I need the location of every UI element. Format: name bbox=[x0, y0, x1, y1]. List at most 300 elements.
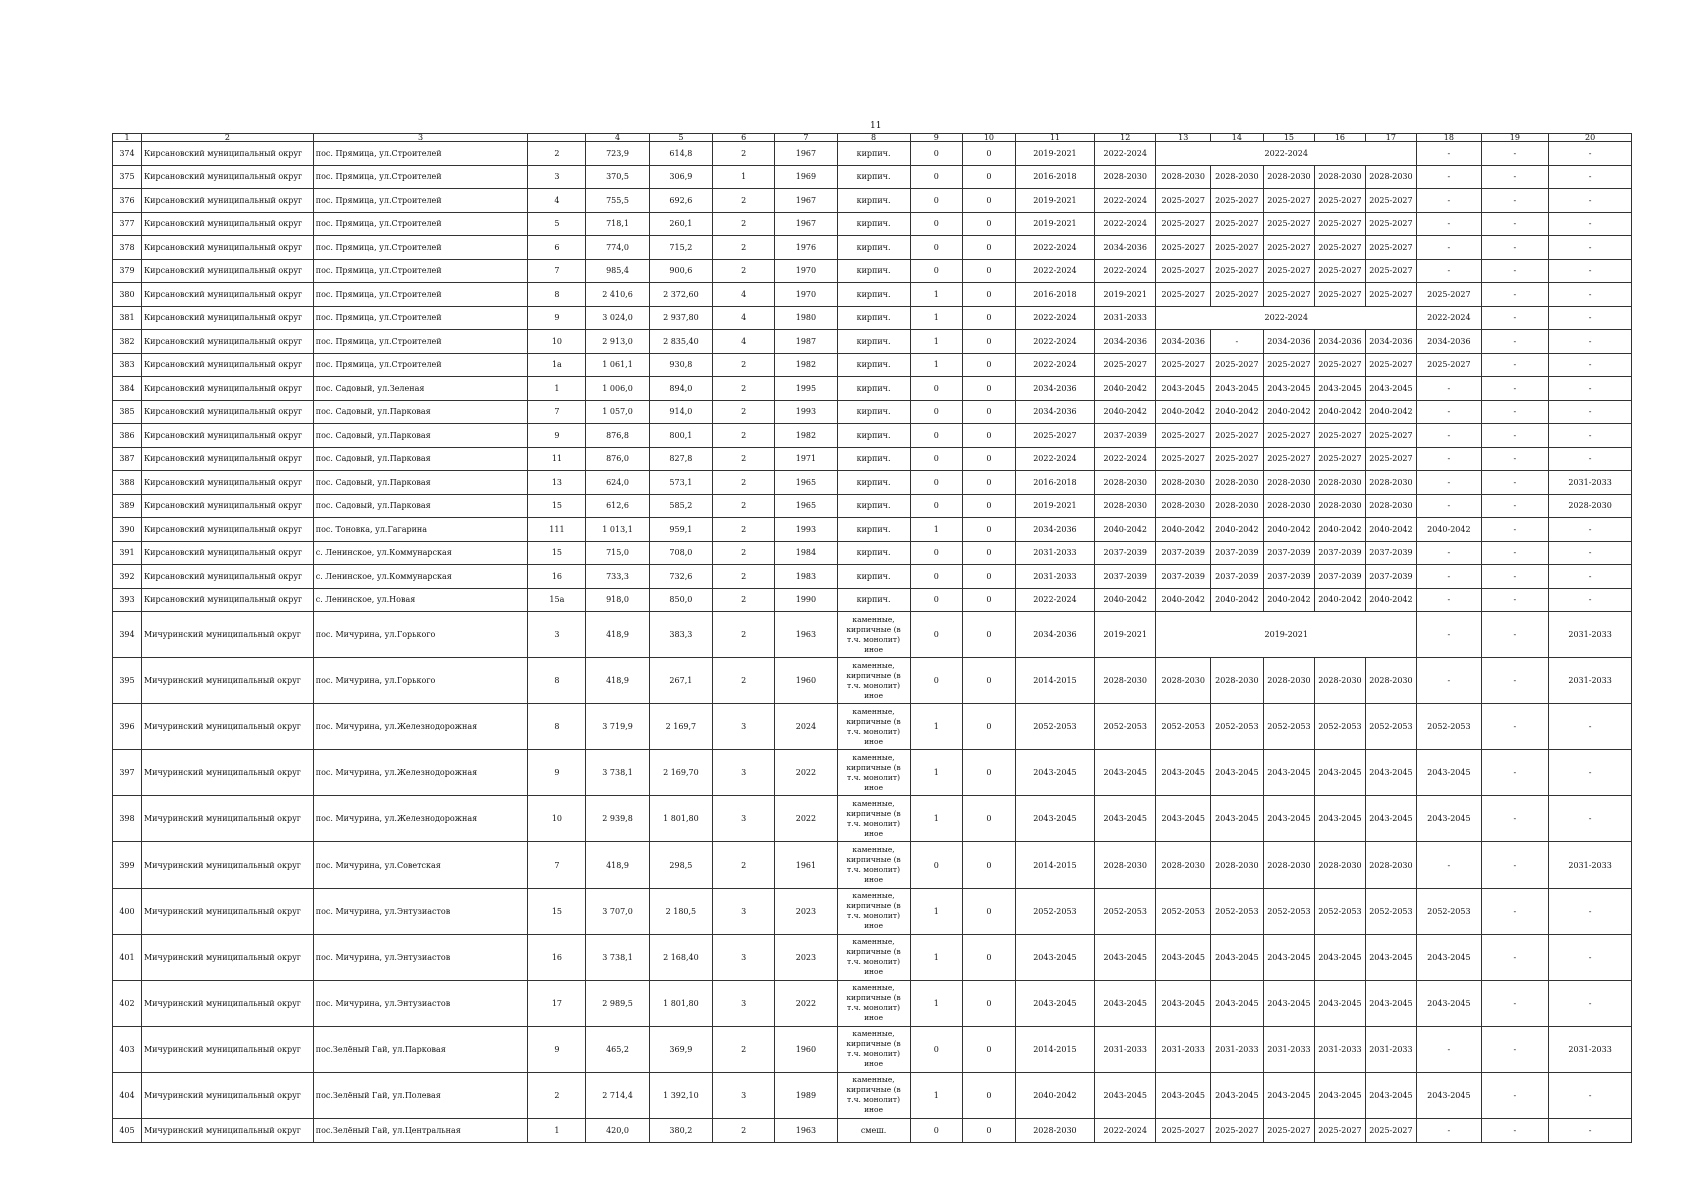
table-cell: - bbox=[1549, 400, 1632, 424]
table-cell: 2025-2027 bbox=[1365, 189, 1417, 213]
table-cell: 2 bbox=[713, 447, 775, 471]
table-cell: 2025-2027 bbox=[1315, 236, 1365, 260]
table-cell: пос. Прямица, ул.Строителей bbox=[313, 259, 528, 283]
table-cell: 267,1 bbox=[649, 658, 712, 704]
table-cell: 2043-2045 bbox=[1156, 750, 1211, 796]
table-cell: - bbox=[1549, 588, 1632, 612]
table-cell: 2052-2053 bbox=[1417, 704, 1481, 750]
table-cell: 2052-2053 bbox=[1315, 704, 1365, 750]
table-cell: 2022-2024 bbox=[1095, 259, 1156, 283]
table-cell: 0 bbox=[963, 306, 1016, 330]
table-cell: 732,6 bbox=[649, 565, 712, 589]
table-cell: 2043-2045 bbox=[1365, 980, 1417, 1026]
header-row bbox=[113, 134, 1632, 142]
table-cell: 2025-2027 bbox=[1417, 283, 1481, 307]
table-cell: - bbox=[1481, 934, 1549, 980]
table-cell: 1 bbox=[910, 934, 963, 980]
table-cell: 403 bbox=[113, 1026, 142, 1072]
table-cell: 392 bbox=[113, 565, 142, 589]
table-cell: 2043-2045 bbox=[1315, 796, 1365, 842]
table-cell: 2025-2027 bbox=[1315, 424, 1365, 448]
table-cell: 2 bbox=[713, 236, 775, 260]
table-cell: пос. Садовый, ул.Парковая bbox=[313, 471, 528, 495]
table-cell: 2022-2024 bbox=[1417, 306, 1481, 330]
table-cell: кирпич. bbox=[837, 330, 910, 354]
table-cell: 2034-2036 bbox=[1015, 518, 1094, 542]
table-cell: 2037-2039 bbox=[1263, 541, 1315, 565]
table-cell: 2052-2053 bbox=[1365, 888, 1417, 934]
table-cell: 6 bbox=[528, 236, 586, 260]
table-cell: - bbox=[1417, 494, 1481, 518]
table-cell: 0 bbox=[963, 704, 1016, 750]
table-cell: 2025-2027 bbox=[1315, 1119, 1365, 1143]
table-cell: 1 bbox=[910, 750, 963, 796]
column-header: 11 bbox=[1015, 134, 1094, 142]
table-cell: 306,9 bbox=[649, 165, 712, 189]
column-header: 6 bbox=[713, 134, 775, 142]
table-cell: 2043-2045 bbox=[1095, 750, 1156, 796]
table-cell: 1995 bbox=[775, 377, 837, 401]
table-cell: каменные, кирпичные (в т.ч. монолит) иное bbox=[837, 980, 910, 1026]
table-cell: каменные, кирпичные (в т.ч. монолит) иное bbox=[837, 934, 910, 980]
table-cell: 827,8 bbox=[649, 447, 712, 471]
table-row bbox=[113, 306, 1632, 330]
table-cell: 397 bbox=[113, 750, 142, 796]
table-cell: 4 bbox=[528, 189, 586, 213]
table-cell: 2 169,70 bbox=[649, 750, 712, 796]
table-cell: 2040-2042 bbox=[1095, 377, 1156, 401]
table-cell: с. Ленинское, ул.Коммунарская bbox=[313, 565, 528, 589]
table-cell: - bbox=[1549, 1119, 1632, 1143]
table-row bbox=[113, 612, 1632, 658]
column-header: 18 bbox=[1417, 134, 1481, 142]
table-cell: 2028-2030 bbox=[1211, 658, 1264, 704]
table-cell: - bbox=[1549, 306, 1632, 330]
table-cell: 755,5 bbox=[586, 189, 649, 213]
table-cell: 2 168,40 bbox=[649, 934, 712, 980]
table-cell: 2028-2030 bbox=[1156, 165, 1211, 189]
table-row bbox=[113, 888, 1632, 934]
table-cell: 2022-2024 bbox=[1095, 1119, 1156, 1143]
table-cell: 2025-2027 bbox=[1263, 259, 1315, 283]
table-cell: - bbox=[1481, 283, 1549, 307]
table-cell: Кирсановский муниципальный округ bbox=[141, 212, 313, 236]
table-cell: 2043-2045 bbox=[1315, 1072, 1365, 1118]
table-cell: кирпич. bbox=[837, 142, 910, 166]
table-cell: кирпич. bbox=[837, 306, 910, 330]
table-cell: 2028-2030 bbox=[1156, 658, 1211, 704]
table-cell: - bbox=[1549, 353, 1632, 377]
table-cell: 2025-2027 bbox=[1211, 259, 1264, 283]
table-cell: 985,4 bbox=[586, 259, 649, 283]
table-cell: 2025-2027 bbox=[1156, 353, 1211, 377]
table-cell: кирпич. bbox=[837, 447, 910, 471]
table-cell: Кирсановский муниципальный округ bbox=[141, 283, 313, 307]
table-cell: Кирсановский муниципальный округ bbox=[141, 565, 313, 589]
table-cell: 2 bbox=[713, 518, 775, 542]
table-cell: 465,2 bbox=[586, 1026, 649, 1072]
table-cell: 612,6 bbox=[586, 494, 649, 518]
table-cell: 0 bbox=[910, 212, 963, 236]
table-cell: 8 bbox=[528, 283, 586, 307]
table-cell: 2025-2027 bbox=[1211, 353, 1264, 377]
table-cell: 2019-2021 bbox=[1156, 612, 1417, 658]
table-cell: 0 bbox=[910, 447, 963, 471]
table-cell: - bbox=[1549, 704, 1632, 750]
table-cell: каменные, кирпичные (в т.ч. монолит) иное bbox=[837, 888, 910, 934]
table-cell: 382 bbox=[113, 330, 142, 354]
table-cell: 1 bbox=[528, 1119, 586, 1143]
table-cell: 2028-2030 bbox=[1263, 165, 1315, 189]
table-cell: 2043-2045 bbox=[1263, 934, 1315, 980]
table-row bbox=[113, 980, 1632, 1026]
table-cell: кирпич. bbox=[837, 189, 910, 213]
table-cell: Кирсановский муниципальный округ bbox=[141, 353, 313, 377]
table-cell: 1963 bbox=[775, 1119, 837, 1143]
table-cell: - bbox=[1481, 888, 1549, 934]
table-cell: 2025-2027 bbox=[1211, 424, 1264, 448]
table-cell: 2022-2024 bbox=[1015, 330, 1094, 354]
table-cell: 3 719,9 bbox=[586, 704, 649, 750]
table-cell: 0 bbox=[910, 1026, 963, 1072]
table-cell: 2028-2030 bbox=[1263, 471, 1315, 495]
table-cell: Кирсановский муниципальный округ bbox=[141, 424, 313, 448]
table-cell: 2043-2045 bbox=[1156, 1072, 1211, 1118]
table-cell: 2019-2021 bbox=[1015, 494, 1094, 518]
table-cell: 381 bbox=[113, 306, 142, 330]
table-cell: 2022-2024 bbox=[1095, 142, 1156, 166]
table-cell: - bbox=[1481, 400, 1549, 424]
table-cell: 2 bbox=[528, 1072, 586, 1118]
table-cell: 2034-2036 bbox=[1315, 330, 1365, 354]
table-cell: 2052-2053 bbox=[1015, 888, 1094, 934]
table-cell: - bbox=[1417, 165, 1481, 189]
table-cell: 2025-2027 bbox=[1156, 424, 1211, 448]
table-cell: 376 bbox=[113, 189, 142, 213]
table-cell: пос. Мичурина, ул.Энтузиастов bbox=[313, 980, 528, 1026]
table-cell: - bbox=[1481, 658, 1549, 704]
table-cell: пос. Мичурина, ул.Энтузиастов bbox=[313, 888, 528, 934]
table-cell: 2025-2027 bbox=[1263, 189, 1315, 213]
table-row bbox=[113, 283, 1632, 307]
table-cell: 0 bbox=[910, 565, 963, 589]
table-cell: с. Ленинское, ул.Коммунарская bbox=[313, 541, 528, 565]
table-cell: 2040-2042 bbox=[1263, 400, 1315, 424]
table-row bbox=[113, 142, 1632, 166]
table-cell: 1а bbox=[528, 353, 586, 377]
table-cell: - bbox=[1481, 189, 1549, 213]
table-cell: 2037-2039 bbox=[1095, 565, 1156, 589]
column-header bbox=[528, 134, 586, 142]
table-row bbox=[113, 842, 1632, 888]
table-cell: 11 bbox=[528, 447, 586, 471]
table-cell: 1990 bbox=[775, 588, 837, 612]
table-cell: 2052-2053 bbox=[1365, 704, 1417, 750]
table-cell: 0 bbox=[963, 283, 1016, 307]
table-cell: 1971 bbox=[775, 447, 837, 471]
table-cell: 2025-2027 bbox=[1263, 424, 1315, 448]
table-cell: 2022-2024 bbox=[1095, 447, 1156, 471]
table-cell: пос. Прямица, ул.Строителей bbox=[313, 189, 528, 213]
table-cell: 1967 bbox=[775, 212, 837, 236]
table-cell: 2028-2030 bbox=[1365, 658, 1417, 704]
table-cell: кирпич. bbox=[837, 259, 910, 283]
table-cell: 3 707,0 bbox=[586, 888, 649, 934]
table-cell: - bbox=[1549, 750, 1632, 796]
column-header: 4 bbox=[586, 134, 649, 142]
table-cell: кирпич. bbox=[837, 565, 910, 589]
table-cell: пос.Зелёный Гай, ул.Полевая bbox=[313, 1072, 528, 1118]
table-cell: 0 bbox=[910, 494, 963, 518]
column-header: 12 bbox=[1095, 134, 1156, 142]
table-cell: 959,1 bbox=[649, 518, 712, 542]
table-cell: 420,0 bbox=[586, 1119, 649, 1143]
table-cell: 2052-2053 bbox=[1263, 704, 1315, 750]
table-cell: Кирсановский муниципальный округ bbox=[141, 189, 313, 213]
table-cell: 2022 bbox=[775, 796, 837, 842]
table-cell: 0 bbox=[910, 165, 963, 189]
table-cell: пос. Мичурина, ул.Железнодорожная bbox=[313, 704, 528, 750]
table-cell: 2034-2036 bbox=[1095, 330, 1156, 354]
table-cell: кирпич. bbox=[837, 400, 910, 424]
table-cell: 2025-2027 bbox=[1263, 212, 1315, 236]
table-cell: пос. Мичурина, ул.Энтузиастов bbox=[313, 934, 528, 980]
table-cell: 2025-2027 bbox=[1156, 447, 1211, 471]
table-cell: 2025-2027 bbox=[1365, 212, 1417, 236]
table-cell: 2031-2033 bbox=[1095, 1026, 1156, 1072]
table-cell: 2043-2045 bbox=[1263, 377, 1315, 401]
table-cell: кирпич. bbox=[837, 212, 910, 236]
page-number: 11 bbox=[870, 121, 882, 131]
table-cell: 2025-2027 bbox=[1156, 212, 1211, 236]
table-cell: 3 738,1 bbox=[586, 934, 649, 980]
table-cell: кирпич. bbox=[837, 424, 910, 448]
table-cell: - bbox=[1417, 588, 1481, 612]
table-row bbox=[113, 471, 1632, 495]
table-cell: кирпич. bbox=[837, 236, 910, 260]
table-cell: 718,1 bbox=[586, 212, 649, 236]
table-cell: пос. Мичурина, ул.Железнодорожная bbox=[313, 796, 528, 842]
table-cell: 1 392,10 bbox=[649, 1072, 712, 1118]
table-cell: пос. Тоновка, ул.Гагарина bbox=[313, 518, 528, 542]
table-cell: 2037-2039 bbox=[1365, 541, 1417, 565]
table-cell: 3 738,1 bbox=[586, 750, 649, 796]
table-cell: 2 bbox=[713, 259, 775, 283]
table-cell: - bbox=[1549, 424, 1632, 448]
table-cell: 2023 bbox=[775, 888, 837, 934]
table-cell: 0 bbox=[963, 494, 1016, 518]
table-cell: 418,9 bbox=[586, 612, 649, 658]
table-cell: 2043-2045 bbox=[1315, 750, 1365, 796]
table-cell: 0 bbox=[910, 471, 963, 495]
table-cell: 394 bbox=[113, 612, 142, 658]
table-cell: - bbox=[1417, 142, 1481, 166]
table-cell: 0 bbox=[910, 842, 963, 888]
table-cell: 2034-2036 bbox=[1263, 330, 1315, 354]
table-cell: - bbox=[1417, 658, 1481, 704]
table-cell: 930,8 bbox=[649, 353, 712, 377]
table-cell: Кирсановский муниципальный округ bbox=[141, 236, 313, 260]
table-cell: 0 bbox=[963, 259, 1016, 283]
table-cell: - bbox=[1481, 447, 1549, 471]
table-cell: 2052-2053 bbox=[1095, 704, 1156, 750]
table-cell: Кирсановский муниципальный округ bbox=[141, 494, 313, 518]
table-cell: 1963 bbox=[775, 612, 837, 658]
table-cell: пос. Прямица, ул.Строителей bbox=[313, 306, 528, 330]
column-header: 7 bbox=[775, 134, 837, 142]
table-cell: 2037-2039 bbox=[1156, 541, 1211, 565]
table-cell: 2025-2027 bbox=[1263, 236, 1315, 260]
table-cell: пос. Садовый, ул.Парковая bbox=[313, 494, 528, 518]
table-cell: Кирсановский муниципальный округ bbox=[141, 165, 313, 189]
table-cell: 2 bbox=[713, 588, 775, 612]
table-cell: 2031-2033 bbox=[1015, 541, 1094, 565]
table-cell: - bbox=[1549, 1072, 1632, 1118]
table-cell: 0 bbox=[963, 142, 1016, 166]
table-cell: 2028-2030 bbox=[1263, 658, 1315, 704]
table-cell: 2025-2027 bbox=[1211, 236, 1264, 260]
table-cell: пос. Прямица, ул.Строителей bbox=[313, 142, 528, 166]
table-cell: 2034-2036 bbox=[1095, 236, 1156, 260]
table-cell: 379 bbox=[113, 259, 142, 283]
table-cell: 7 bbox=[528, 400, 586, 424]
table-cell: 2025-2027 bbox=[1156, 1119, 1211, 1143]
table-cell: 389 bbox=[113, 494, 142, 518]
table-cell: 2025-2027 bbox=[1365, 353, 1417, 377]
table-cell: 2052-2053 bbox=[1211, 888, 1264, 934]
table-cell: 2022-2024 bbox=[1095, 189, 1156, 213]
table-cell: 850,0 bbox=[649, 588, 712, 612]
table-cell: 2 bbox=[713, 424, 775, 448]
table-cell: 2022-2024 bbox=[1015, 353, 1094, 377]
table-cell: 378 bbox=[113, 236, 142, 260]
table-cell: 2031-2033 bbox=[1263, 1026, 1315, 1072]
table-cell: 2043-2045 bbox=[1417, 1072, 1481, 1118]
column-header: 17 bbox=[1365, 134, 1417, 142]
table-cell: 2025-2027 bbox=[1263, 353, 1315, 377]
table-cell: 1960 bbox=[775, 658, 837, 704]
table-row bbox=[113, 259, 1632, 283]
table-cell: 0 bbox=[910, 541, 963, 565]
table-cell: 2043-2045 bbox=[1315, 980, 1365, 1026]
table-cell: 914,0 bbox=[649, 400, 712, 424]
table-cell: 2025-2027 bbox=[1365, 259, 1417, 283]
table-cell: 370,5 bbox=[586, 165, 649, 189]
table-row bbox=[113, 165, 1632, 189]
table-cell: 2016-2018 bbox=[1015, 283, 1094, 307]
table-cell: 298,5 bbox=[649, 842, 712, 888]
table-cell: 398 bbox=[113, 796, 142, 842]
table-cell: 399 bbox=[113, 842, 142, 888]
table-cell: Кирсановский муниципальный округ bbox=[141, 259, 313, 283]
table-cell: - bbox=[1481, 518, 1549, 542]
table-cell: 2028-2030 bbox=[1365, 471, 1417, 495]
table-cell: 2022-2024 bbox=[1156, 306, 1417, 330]
table-cell: 0 bbox=[963, 980, 1016, 1026]
table-cell: - bbox=[1549, 541, 1632, 565]
table-cell: 2040-2042 bbox=[1263, 588, 1315, 612]
table-cell: 2040-2042 bbox=[1095, 588, 1156, 612]
table-cell: 2025-2027 bbox=[1365, 1119, 1417, 1143]
table-cell: 2031-2033 bbox=[1549, 612, 1632, 658]
table-cell: 2040-2042 bbox=[1263, 518, 1315, 542]
table-cell: 383,3 bbox=[649, 612, 712, 658]
table-cell: 0 bbox=[963, 612, 1016, 658]
table-cell: 0 bbox=[963, 189, 1016, 213]
table-cell: 2034-2036 bbox=[1015, 377, 1094, 401]
table-cell: 402 bbox=[113, 980, 142, 1026]
table-cell: 2052-2053 bbox=[1015, 704, 1094, 750]
table-cell: 614,8 bbox=[649, 142, 712, 166]
table-cell: - bbox=[1417, 612, 1481, 658]
table-cell: Мичуринский муниципальный округ bbox=[141, 704, 313, 750]
table-cell: 2043-2045 bbox=[1263, 980, 1315, 1026]
table-cell: 2040-2042 bbox=[1211, 400, 1264, 424]
table-cell: 1 013,1 bbox=[586, 518, 649, 542]
table-cell: 2052-2053 bbox=[1263, 888, 1315, 934]
table-cell: 2043-2045 bbox=[1095, 980, 1156, 1026]
table-cell: 2028-2030 bbox=[1211, 494, 1264, 518]
table-cell: 1 801,80 bbox=[649, 980, 712, 1026]
table-row bbox=[113, 1072, 1632, 1118]
table-cell: 2 180,5 bbox=[649, 888, 712, 934]
table-cell: 2028-2030 bbox=[1315, 471, 1365, 495]
table-cell: каменные, кирпичные (в т.ч. монолит) иное bbox=[837, 796, 910, 842]
table-cell: 2028-2030 bbox=[1365, 165, 1417, 189]
table-cell: 2 bbox=[713, 612, 775, 658]
table-cell: 2024 bbox=[775, 704, 837, 750]
column-header: 14 bbox=[1211, 134, 1264, 142]
table-cell: - bbox=[1549, 212, 1632, 236]
table-cell: 0 bbox=[963, 236, 1016, 260]
table-cell: - bbox=[1417, 471, 1481, 495]
table-cell: 1 bbox=[910, 330, 963, 354]
table-cell: - bbox=[1417, 189, 1481, 213]
table-cell: 2025-2027 bbox=[1263, 1119, 1315, 1143]
table-cell: 377 bbox=[113, 212, 142, 236]
table-cell: 894,0 bbox=[649, 377, 712, 401]
table-cell: 2043-2045 bbox=[1263, 796, 1315, 842]
table-cell: 0 bbox=[963, 658, 1016, 704]
table-cell: каменные, кирпичные (в т.ч. монолит) иное bbox=[837, 750, 910, 796]
table-cell: 2019-2021 bbox=[1015, 189, 1094, 213]
table-cell: 2 bbox=[713, 565, 775, 589]
table-cell: 3 bbox=[713, 750, 775, 796]
table-cell: 375 bbox=[113, 165, 142, 189]
table-cell: 0 bbox=[910, 377, 963, 401]
table-cell: - bbox=[1481, 1026, 1549, 1072]
column-header: 13 bbox=[1156, 134, 1211, 142]
table-cell: 2 bbox=[713, 353, 775, 377]
table-cell: 2025-2027 bbox=[1211, 283, 1264, 307]
table-cell: Кирсановский муниципальный округ bbox=[141, 306, 313, 330]
table-cell: Мичуринский муниципальный округ bbox=[141, 888, 313, 934]
table-cell: 2025-2027 bbox=[1263, 447, 1315, 471]
column-header: 16 bbox=[1315, 134, 1365, 142]
table-cell: 2043-2045 bbox=[1156, 980, 1211, 1026]
table-cell: Кирсановский муниципальный округ bbox=[141, 541, 313, 565]
table-cell: 0 bbox=[910, 189, 963, 213]
table-cell: 2034-2036 bbox=[1156, 330, 1211, 354]
table-cell: - bbox=[1481, 165, 1549, 189]
table-cell: 2052-2053 bbox=[1095, 888, 1156, 934]
table-cell: Кирсановский муниципальный округ bbox=[141, 471, 313, 495]
column-header: 8 bbox=[837, 134, 910, 142]
table-cell: - bbox=[1481, 704, 1549, 750]
table-cell: 2025-2027 bbox=[1156, 259, 1211, 283]
table-cell: 774,0 bbox=[586, 236, 649, 260]
table-cell: 2028-2030 bbox=[1549, 494, 1632, 518]
